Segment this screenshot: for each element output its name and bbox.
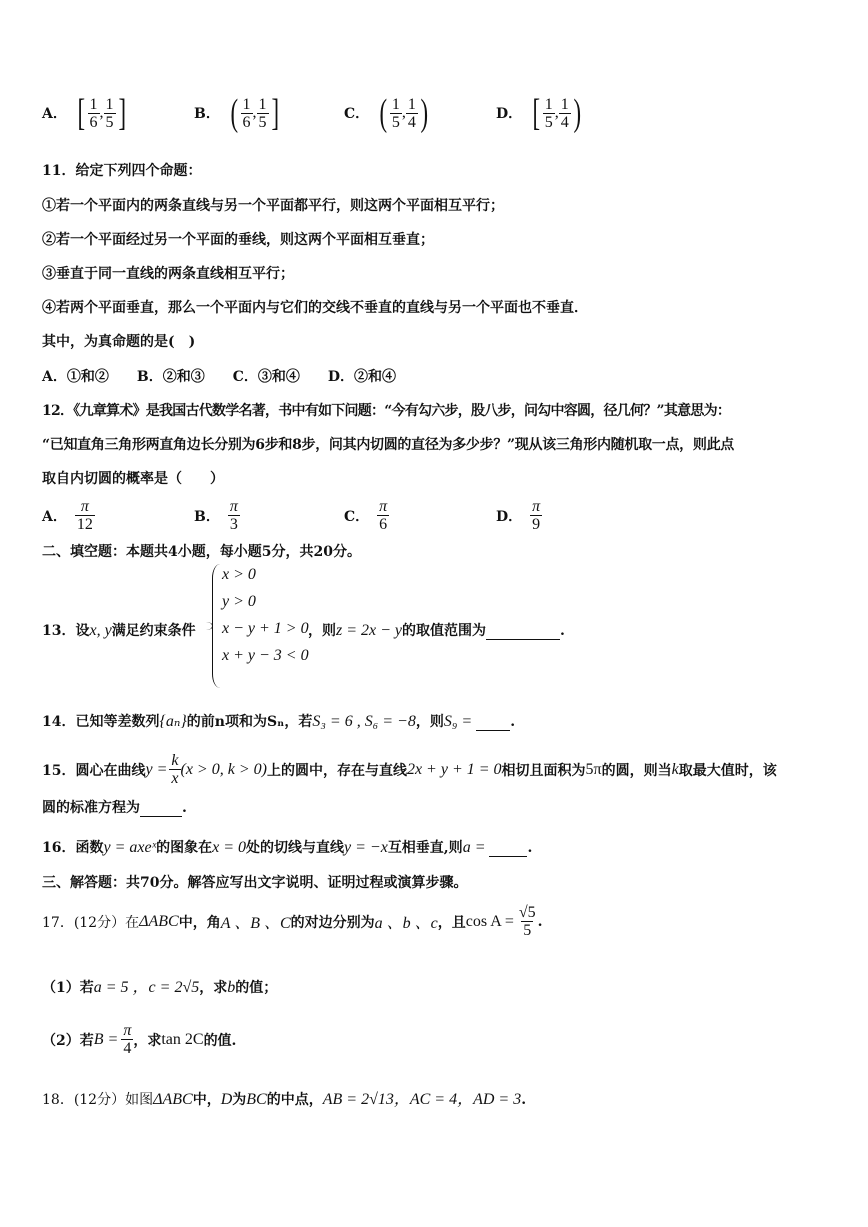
constraint-2: y > 0 [222,593,256,610]
q11-question: 其中，为真命题的是( ) [42,334,196,350]
bracket-close: ] [118,92,126,134]
constraint-1: x > 0 [222,566,256,583]
q17-part-1: （1）若a = 5 ，c = 2√5，求b的值； [42,979,278,996]
q11-proposition-4: ④若两个平面垂直，那么一个平面内与它们的交线不垂直的直线与另一个平面也不垂直． [42,300,588,316]
q11-proposition-2: ②若一个平面经过另一个平面的垂线，则这两个平面相互垂直； [42,232,434,248]
q11-proposition-1: ①若一个平面内的两条直线与另一个平面都平行，则这两个平面相互平行； [42,198,504,214]
option-label: D． [496,106,523,122]
bracket-close: ) [573,92,581,134]
option-label: D． [496,508,523,525]
q18-stem: 18．(12分）如图ΔABC中，D为BC的中点，AB = 2√13，AC = 4，AD = 3. [42,1091,527,1108]
answer-blank[interactable] [140,802,182,817]
q12-line-2: “已知直角三角形两直角边长分别为6步和8步，问其内切圆的直径为多少步？”现从该三角形内随机取一点，则此点 [42,437,734,453]
constraint-4: x + y − 3 < 0 [222,647,309,664]
q10-option-d: D． [ $\frac{1}{5}$ , $\frac{1}{4}$ ) [496,92,581,134]
q15-line-2: 圆的标准方程为 . [42,800,187,816]
option-label: A． [42,106,67,122]
bracket-open: ( [379,92,388,134]
q11-options: A．①和② B．②和③ C．③和④ D．②和④ [42,369,396,385]
fraction: $\frac{1}{6}$ [89,95,98,131]
q12-line-1: 12．《九章算术》是我国古代数学名著，书中有如下问题：“今有勾六步，股八步，问勾中容圆，径几何？”其意思为： [42,403,731,419]
q10-option-a: A． [ $\frac{1}{6}$ , $\frac{1}{5}$ ] [42,92,126,134]
q12-line-3: 取自内切圆的概率是（ ） [42,471,224,487]
section-2-heading: 二、填空题：本题共4小题，每小题5分，共20分。 [42,544,361,560]
brace [212,564,221,688]
option-label: A． [42,508,67,525]
fraction: $\frac{k}{x}$ [171,752,179,787]
bracket-open: [ [77,92,85,134]
q12-option-b [194,498,240,533]
bracket-close: ] [271,92,279,134]
option-label: C． [344,508,370,525]
q13-prefix: 13．设x, y满足约束条件 [42,622,196,639]
q11-proposition-3: ③垂直于同一直线的两条直线相互平行； [42,266,294,282]
q12-option-d [496,498,542,533]
bracket-open: ( [230,92,238,134]
q15-line-1: 15．圆心在曲线 y = $\frac{k}{x}$ (x > 0, k > 0) 上的圆中，存在与直线 2x + y + 1 = 0 相切且面积为 5π 的圆，则当 k 取最大值时，该 [42,752,777,787]
fraction: $\frac{1}{5}$ [105,95,114,131]
q10-option-b: B． ( $\frac{1}{6}$ , $\frac{1}{5}$ ] [194,92,279,134]
q10-option-c: C． ( $\frac{1}{5}$ , $\frac{1}{4}$ ) [344,92,428,134]
answer-blank[interactable] [489,842,527,857]
bracket-open: [ [532,92,541,134]
bracket-close: ) [420,92,428,134]
fraction: $\frac{1}{6}$ [242,95,251,131]
option-label: B． [194,508,220,525]
fraction: $\frac{1}{5}$ [391,95,400,131]
fraction: $\frac{\pi}{3}$ [229,498,238,533]
q12-option-c [344,498,389,533]
constraint-3: x − y + 1 > 0 [222,620,309,637]
option-label: B． [194,106,220,122]
fraction: $\frac{\pi}{6}$ [379,498,388,533]
answer-blank[interactable] [476,716,510,731]
fraction: $\frac{1}{4}$ [407,95,416,131]
fraction: $\frac{√5}{5}$ [518,904,536,939]
q16: 16．函数y = axeˣ的图象在x = 0处的切线与直线y = −x互相垂直,则a = . [42,839,533,856]
q17-part-2: （2）若 B = $\frac{\pi}{4}$ ，求 tan 2C 的值. [42,1022,237,1057]
q17-stem: 17．(12分）在 ΔABC 中，角 A 、B 、C 的对边分别为 a 、b 、c ，且 cos A = $\frac{√5}{5}$ . [42,904,543,939]
q13-suffix: ，则z = 2x − y的取值范围为 . [308,622,565,639]
option-label: C． [344,106,370,122]
fraction: $\frac{1}{4}$ [560,95,569,131]
fraction: $\frac{\pi}{4}$ [123,1022,132,1057]
fraction: $\frac{1}{5}$ [544,95,553,131]
section-3-heading: 三、解答题：共70分。解答应写出文字说明、证明过程或演算步骤。 [42,875,468,891]
q14: 14．已知等差数列{aₙ}的前n项和为Sₙ，若S₃ = 6 , S₆ = −8，则S₉ = . [42,713,516,730]
fraction: $\frac{\pi}{9}$ [532,498,541,533]
answer-blank[interactable] [486,625,560,640]
q11-stem: 11．给定下列四个命题： [42,163,202,179]
q12-option-a [42,498,95,533]
fraction: $\frac{1}{5}$ [258,95,267,131]
fraction: $\frac{\pi}{12}$ [76,498,93,533]
